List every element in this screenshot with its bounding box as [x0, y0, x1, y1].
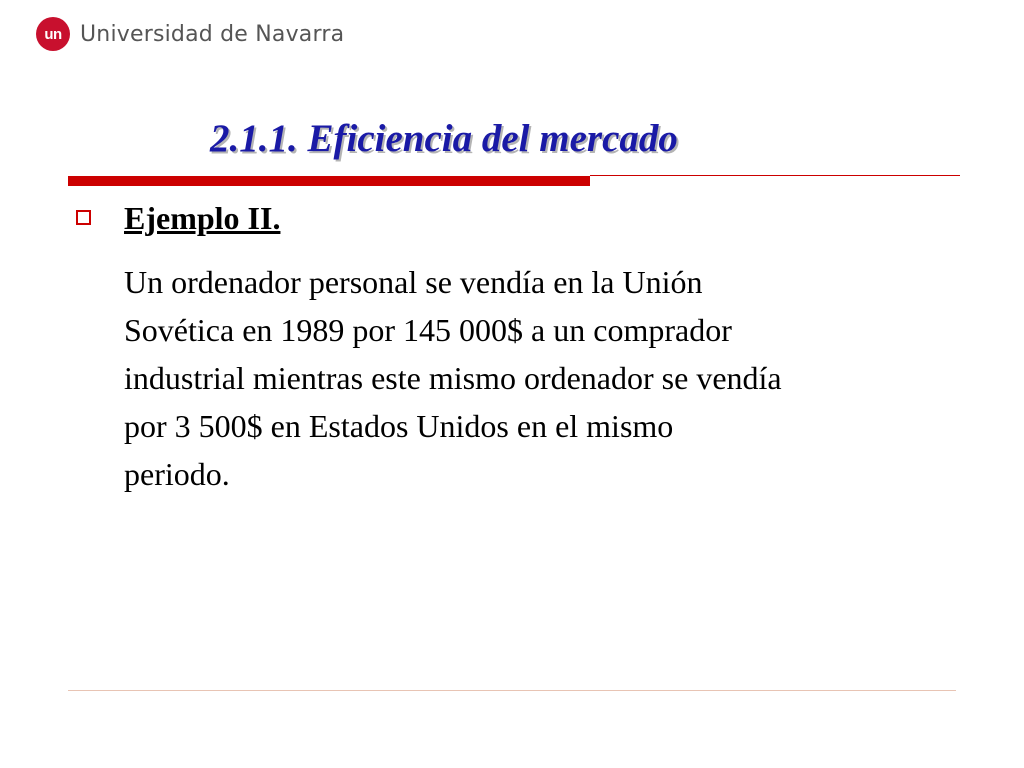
title-underline-thick — [68, 176, 590, 186]
slide-title: 2.1.1. Eficiencia del mercado — [210, 117, 678, 160]
logo-mark: un — [36, 17, 70, 51]
bullet-heading: Ejemplo II. — [124, 200, 281, 236]
hollow-square-bullet-icon — [76, 210, 91, 225]
university-logo — [36, 16, 344, 52]
footer-divider — [68, 690, 956, 691]
body-paragraph: Un ordenador personal se vendía en la Unión Sovética en 1989 por 145 000$ a un comprador industrial mientras este mismo ordenador se vendía por 3 500$ en Estados Unidos en el mismo periodo. — [124, 264, 782, 492]
institution-name: Universidad de Navarra — [80, 21, 345, 47]
title-underline-thin — [590, 175, 960, 176]
